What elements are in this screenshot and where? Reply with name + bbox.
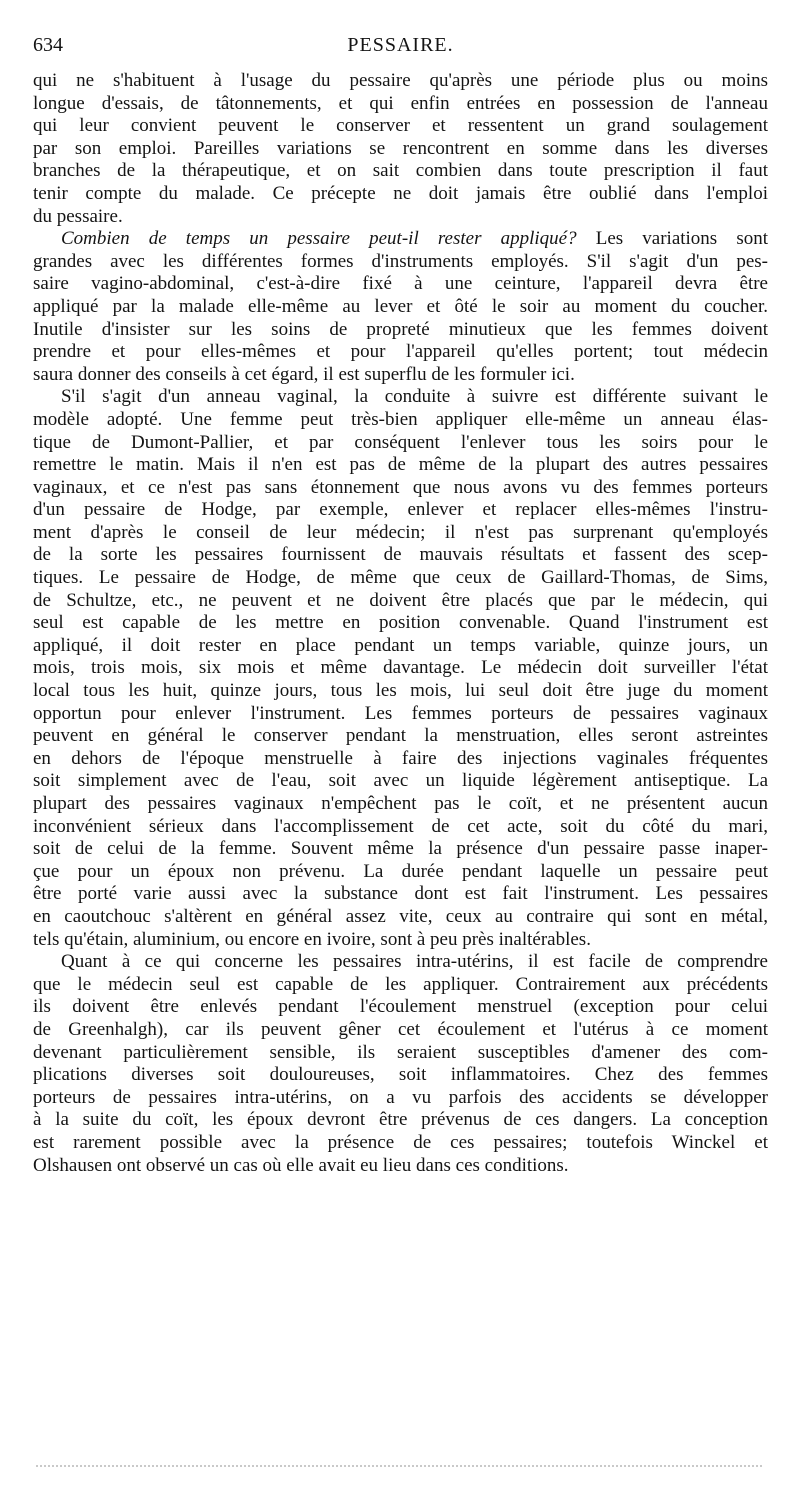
text-line: mois, trois mois, six mois et même davantage. Le médecin doit surveiller l'état <box>33 657 768 679</box>
faded-bottom-line <box>36 1465 762 1467</box>
text-line: modèle adopté. Une femme peut très-bien appliquer elle-même un anneau élas- <box>33 408 768 430</box>
text-line: que le médecin seul est capable de les appliquer. Contrairement aux précédents <box>33 973 768 995</box>
paragraph-2 <box>33 228 768 386</box>
text-line: plications diverses soit douloureuses, soit inflammatoires. Chez des femmes <box>33 1064 768 1086</box>
text-line: à la suite du coït, les époux devront être prévenus de ces dangers. La conception <box>33 1109 768 1131</box>
text-line: de Greenhalgh), car ils peuvent gêner cet écoulement et l'utérus à ce moment <box>33 1018 768 1040</box>
text-line: qui ne s'habituent à l'usage du pessaire qu'après une période plus ou moins <box>33 70 768 91</box>
paragraph-1 <box>33 70 768 228</box>
text-line: être porté varie aussi avec la substance dont est fait l'instrument. Les pessaires <box>33 883 768 905</box>
text-line: par son emploi. Pareilles variations se rencontrent en somme dans les diverses <box>33 137 768 159</box>
text-line: opportun pour enlever l'instrument. Les femmes porteurs de pessaires vaginaux <box>33 702 768 724</box>
section-question: Combien de temps un pessaire peut-il rester appliqué? <box>61 228 577 250</box>
text-line: branches de la thérapeutique, et on sait combien dans toute prescription il faut <box>33 160 768 182</box>
text-line: saura donner des conseils à cet égard, il est superflu de les formuler ici. <box>33 363 575 385</box>
running-title: PESSAIRE. <box>347 34 454 56</box>
paragraph-3 <box>33 386 768 951</box>
text-line: appliqué, il doit rester en place pendant un temps variable, quinze jours, un <box>33 634 768 656</box>
text-line: local tous les huit, quinze jours, tous les mois, lui seul doit être juge du moment <box>33 680 768 702</box>
text-line: Quant à ce qui concerne les pessaires intra-utérins, il est facile de comprendre <box>61 951 768 973</box>
text-line: d'un pessaire de Hodge, par exemple, enlever et replacer elles-mêmes l'instru- <box>33 499 768 521</box>
text-line: remettre le matin. Mais il n'en est pas de même de la plupart des autres pessaires <box>33 454 768 476</box>
text-line: est rarement possible avec la présence de ces pessaires; toutefois Winckel et <box>33 1131 768 1153</box>
text-line: en caoutchouc s'altèrent en général assez vite, ceux au contraire qui sont en métal, <box>33 905 768 927</box>
text-line: peuvent en général le conserver pendant la menstruation, elles seront astreintes <box>33 725 768 747</box>
text-line: porteurs de pessaires intra-utérins, on a vu parfois des accidents se développer <box>33 1086 768 1108</box>
text-line: qui leur convient peuvent le conserver et ressentent un grand soulagement <box>33 115 768 137</box>
text-line: longue d'essais, de tâtonnements, et qui enfin entrées en possession de l'anneau <box>33 92 768 114</box>
text-line: tels qu'étain, aluminium, ou encore en ivoire, sont à peu près inaltérables. <box>33 928 591 950</box>
text-line: saire vagino-abdominal, c'est-à-dire fixé à une ceinture, l'appareil devra être <box>33 273 768 295</box>
text-line: de la sorte les pessaires fournissent de mauvais résultats et fassent des scep- <box>33 544 768 566</box>
text-line: vaginaux, et ce n'est pas sans étonnement que nous avons vu des femmes porteurs <box>33 476 768 498</box>
text-line: plupart des pessaires vaginaux n'empêchent pas le coït, et ne présentent aucun <box>33 793 768 814</box>
text-line: ils doivent être enlevés pendant l'écoulement menstruel (exception pour celui <box>33 996 768 1018</box>
text-line: soit de celui de la femme. Souvent même la présence d'un pessaire passe inaper- <box>33 838 768 860</box>
text-line: çue pour un époux non prévenu. La durée pendant laquelle un pessaire peut <box>33 860 768 882</box>
text-line: seul est capable de les mettre en position convenable. Quand l'instrument est <box>33 612 768 634</box>
text-line: en dehors de l'époque menstruelle à faire des injections vaginales fréquentes <box>33 747 768 769</box>
text-line: soit simplement avec de l'eau, soit avec un liquide légèrement antiseptique. La <box>33 770 768 792</box>
text-line: S'il s'agit d'un anneau vaginal, la conduite à suivre est différente suivant le <box>61 386 768 408</box>
text-line: inconvénient sérieux dans l'accomplissement de cet acte, soit du côté du mari, <box>33 815 768 837</box>
text-line: devenant particulièrement sensible, ils seraient susceptibles d'amener des com- <box>33 1041 768 1063</box>
text-line: grandes avec les différentes formes d'instruments employés. S'il s'agit d'un pes- <box>33 250 768 272</box>
text-line <box>33 228 768 251</box>
text-line: appliqué par la malade elle-même au lever et ôté le soir au moment du coucher. <box>33 295 768 317</box>
page-number: 634 <box>33 34 63 56</box>
text-line: prendre et pour elles-mêmes et pour l'appareil qu'elles portent; tout médecin <box>33 341 768 363</box>
text-line: ment d'après le conseil de leur médecin; il n'est pas surprenant qu'employés <box>33 521 768 543</box>
text-line: Inutile d'insister sur les soins de propreté minutieux que les femmes doivent <box>33 318 768 340</box>
text-line: tique de Dumont-Pallier, et par conséquent l'enlever tous les soirs pour le <box>33 431 768 453</box>
paragraph-4 <box>33 951 768 1177</box>
text-line: du pessaire. <box>33 205 123 227</box>
text-line: Olshausen ont observé un cas où elle avait eu lieu dans ces conditions. <box>33 1154 569 1176</box>
text-line: de Schultze, etc., ne peuvent et ne doivent être placés que par le médecin, qui <box>33 589 768 611</box>
text-run: Les variations sont <box>576 228 768 250</box>
text-line: tiques. Le pessaire de Hodge, de même que ceux de Gaillard-Thomas, de Sims, <box>33 567 768 589</box>
page-header <box>33 32 768 58</box>
body-text <box>33 70 768 1177</box>
text-line: tenir compte du malade. Ce précepte ne doit jamais être oublié dans l'emploi <box>33 182 768 204</box>
